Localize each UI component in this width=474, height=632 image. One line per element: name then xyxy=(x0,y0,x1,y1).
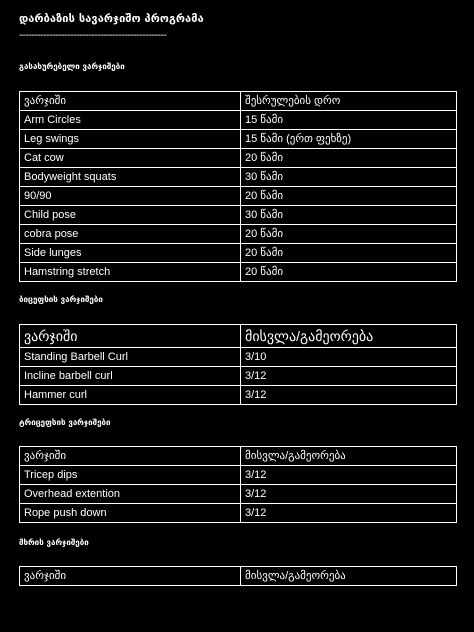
value-cell: 3/10 xyxy=(241,348,457,367)
header-cell-exercise: ვარჯიში xyxy=(20,92,241,111)
value-cell: 3/12 xyxy=(241,504,457,523)
table-row xyxy=(20,263,457,282)
exercise-cell: Hammer curl xyxy=(20,386,241,405)
table-row xyxy=(20,111,457,130)
shoulder-table xyxy=(19,566,457,586)
exercise-cell: Incline barbell curl xyxy=(20,367,241,386)
table-header-row xyxy=(20,567,457,586)
table-row xyxy=(20,386,457,405)
table-row xyxy=(20,244,457,263)
shoulder-section-heading: მხრის ვარჯიშები xyxy=(19,538,89,547)
header-cell-sets-reps: მისვლა/გამეორება xyxy=(241,325,457,348)
exercise-cell: Overhead extention xyxy=(20,485,241,504)
table-row xyxy=(20,348,457,367)
table-row xyxy=(20,485,457,504)
exercise-cell: cobra pose xyxy=(20,225,241,244)
exercise-cell: Rope push down xyxy=(20,504,241,523)
header-cell-sets-reps: მისვლა/გამეორება xyxy=(241,567,457,586)
table-row xyxy=(20,187,457,206)
biceps-section-heading: ბიცეფსის ვარჯიშები xyxy=(19,295,103,304)
header-cell-exercise: ვარჯიში xyxy=(20,447,241,466)
exercise-cell: Tricep dips xyxy=(20,466,241,485)
header-cell-exercise: ვარჯიში xyxy=(20,567,241,586)
header-cell-sets-reps: მისვლა/გამეორება xyxy=(241,447,457,466)
value-cell: 20 წამი xyxy=(241,187,457,206)
value-cell: 30 წამი xyxy=(241,206,457,225)
value-cell: 30 წამი xyxy=(241,168,457,187)
value-cell: 3/12 xyxy=(241,367,457,386)
title-divider: ------------------------------------------------- xyxy=(19,30,167,41)
value-cell: 3/12 xyxy=(241,485,457,504)
warmup-section-heading: გასახურებელი ვარჯიშები xyxy=(19,62,125,71)
exercise-cell: Bodyweight squats xyxy=(20,168,241,187)
triceps-table xyxy=(19,446,457,523)
exercise-cell: Cat cow xyxy=(20,149,241,168)
document-title: დარბაზის სავარჯიშო პროგრამა xyxy=(19,12,204,25)
value-cell: 15 წამი (ერთ ფეხზე) xyxy=(241,130,457,149)
table-row xyxy=(20,130,457,149)
table-header-row xyxy=(20,325,457,348)
triceps-section-heading: ტრიცეფსის ვარჯიშები xyxy=(19,418,111,427)
table-row xyxy=(20,367,457,386)
value-cell: 20 წამი xyxy=(241,263,457,282)
exercise-cell: Child pose xyxy=(20,206,241,225)
exercise-cell: Leg swings xyxy=(20,130,241,149)
table-row xyxy=(20,206,457,225)
value-cell: 20 წამი xyxy=(241,225,457,244)
warmup-table xyxy=(19,91,457,282)
exercise-cell: Arm Circles xyxy=(20,111,241,130)
biceps-table xyxy=(19,324,457,405)
exercise-cell: Standing Barbell Curl xyxy=(20,348,241,367)
value-cell: 3/12 xyxy=(241,386,457,405)
exercise-cell: 90/90 xyxy=(20,187,241,206)
table-header-row xyxy=(20,92,457,111)
value-cell: 20 წამი xyxy=(241,149,457,168)
exercise-cell: Side lunges xyxy=(20,244,241,263)
header-cell-duration: შესრულების დრო xyxy=(241,92,457,111)
table-header-row xyxy=(20,447,457,466)
value-cell: 20 წამი xyxy=(241,244,457,263)
header-cell-exercise: ვარჯიში xyxy=(20,325,241,348)
table-row xyxy=(20,504,457,523)
value-cell: 3/12 xyxy=(241,466,457,485)
table-row xyxy=(20,466,457,485)
table-row xyxy=(20,168,457,187)
table-row xyxy=(20,225,457,244)
value-cell: 15 წამი xyxy=(241,111,457,130)
exercise-cell: Hamstring stretch xyxy=(20,263,241,282)
table-row xyxy=(20,149,457,168)
